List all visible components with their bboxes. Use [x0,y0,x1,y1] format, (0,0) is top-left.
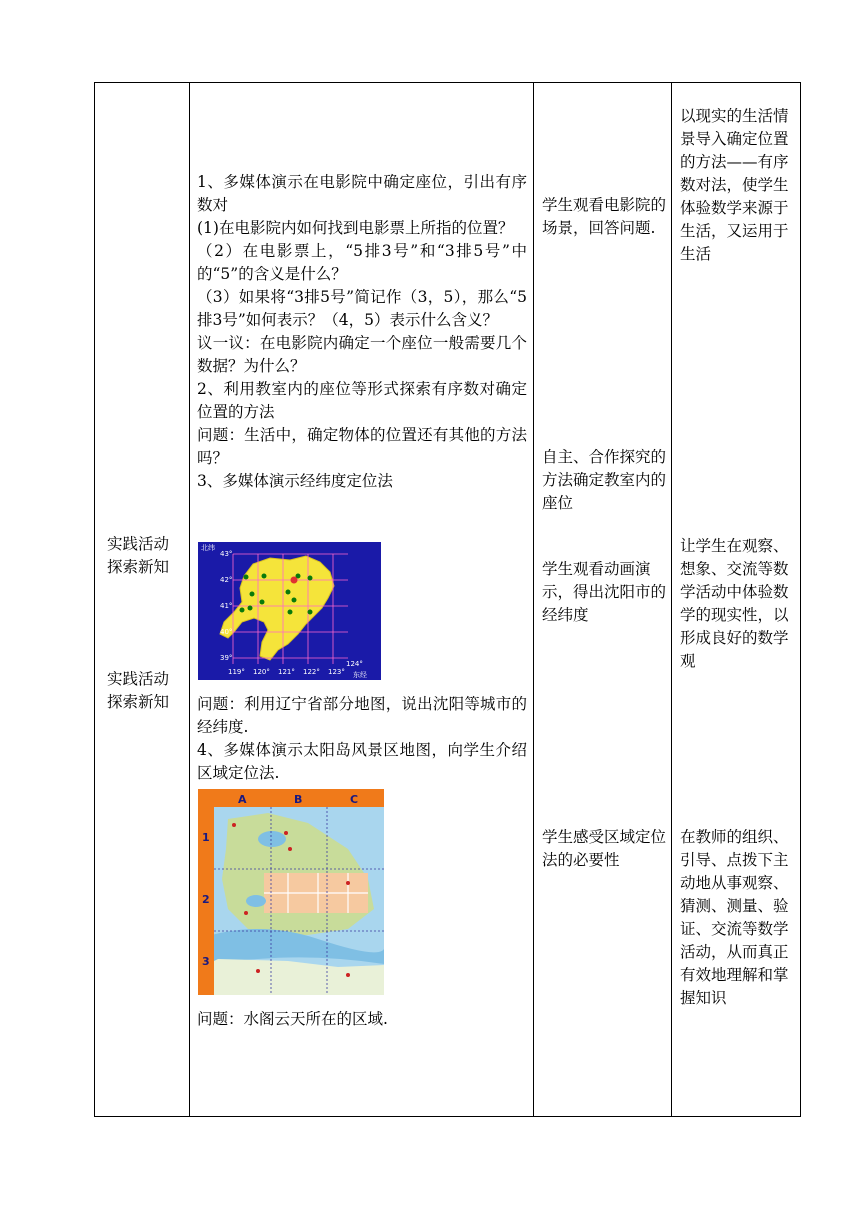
design-intent-1: 以现实的生活情景导入确定位置的方法——有序数对法，使学生体验数学来源于生活，又运用于生活 [680,107,789,263]
svg-text:B: B [294,793,303,806]
question-1: (1)在电影院内如何找到电影票上所指的位置？ [197,219,514,237]
item-4: 4、多媒体演示太阳岛风景区地图，向学生介绍区域定位法. [197,741,527,782]
item-3: 3、多媒体演示经纬度定位法 [197,472,393,490]
svg-text:42°: 42° [220,576,233,584]
design-intent-3: 在教师的组织、引导、点拨下主动地从事观察、猜测、测量、验证、交流等数学活动，从而真正有效地理解和掌握知识 [680,828,789,1007]
stage-cell [95,83,190,1117]
svg-text:41°: 41° [220,602,233,610]
student-activity-3: 学生观看动画演示，得出沈阳市的经纬度 [542,560,667,624]
svg-text:北纬: 北纬 [201,544,215,552]
question-5: 问题：利用辽宁省部分地图，说出沈阳等城市的经纬度. [197,695,527,736]
student-activity-4: 学生感受区域定位法的必要性 [542,828,667,869]
content-block-1 [197,171,527,493]
svg-text:3: 3 [202,955,210,968]
sun-island-region-map [198,789,384,995]
item-1: 1、多媒体演示在电影院中确定座位，引出有序数对 [197,173,527,214]
svg-text:2: 2 [202,893,210,906]
svg-text:A: A [238,793,247,806]
svg-text:121°: 121° [278,668,295,676]
svg-text:120°: 120° [253,668,270,676]
content-block-2 [197,693,527,785]
svg-text:124°: 124° [346,660,363,668]
stage-label-b: 实践活动 探索新知 [107,670,170,711]
student-activity-cell [534,83,672,1117]
teaching-content-cell [190,83,534,1117]
student-activity-2: 自主、合作探究的方法确定教室内的座位 [542,448,667,512]
content-block-3 [197,1008,527,1031]
student-activity-1: 学生观看电影院的场景，回答问题. [542,196,667,237]
svg-text:123°: 123° [328,668,345,676]
question-3: （3）如果将“3排5号”简记作（3，5），那么“5排3号”如何表示？（4，5）表示什么含义？ [197,288,527,329]
svg-text:40°: 40° [220,628,233,636]
lesson-plan-table [94,82,801,1117]
svg-text:122°: 122° [303,668,320,676]
question-6: 问题：水阁云天所在的区域. [197,1010,388,1028]
liaoning-latlong-map [198,542,381,680]
design-intent-cell [672,83,801,1117]
item-2: 2、利用教室内的座位等形式探索有序数对确定位置的方法 [197,380,527,421]
design-intent-2: 让学生在观察、想象、交流等数学活动中体验数学的现实性，以形成良好的数学观 [680,537,789,670]
question-2: （2）在电影票上，“5排3号”和“3排5号”中的“5”的含义是什么？ [197,242,527,283]
svg-text:119°: 119° [228,668,245,676]
svg-text:39°: 39° [220,654,233,662]
svg-text:东经: 东经 [353,671,367,679]
stage-label-a: 实践活动 探索新知 [107,535,170,576]
question-4: 问题：生活中，确定物体的位置还有其他的方法吗？ [197,426,527,467]
svg-text:C: C [350,793,359,806]
svg-text:43°: 43° [220,550,233,558]
svg-text:1: 1 [202,831,210,844]
discussion: 议一议：在电影院内确定一个座位一般需要几个数据？为什么？ [197,334,527,375]
